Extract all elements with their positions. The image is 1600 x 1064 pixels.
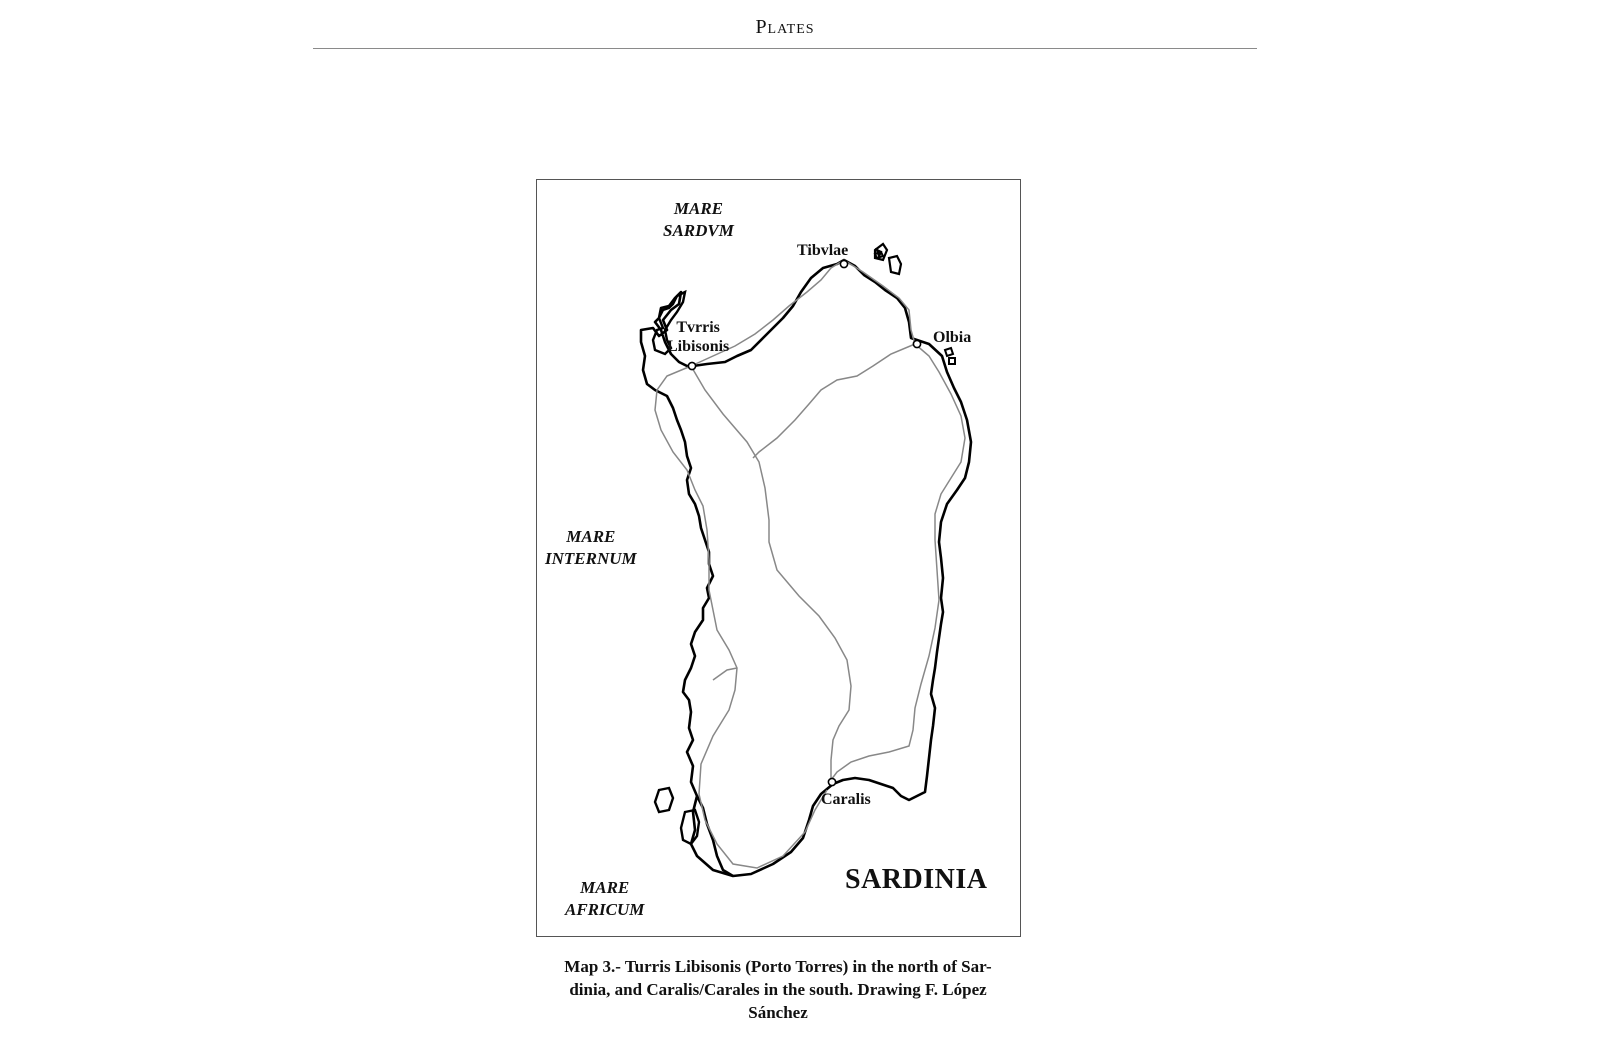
running-head: Plates	[755, 16, 815, 38]
town-label-line: Caralis	[821, 791, 871, 808]
town-label-line: Tvrris	[676, 319, 720, 336]
town-marker-olbia	[913, 340, 920, 347]
road-tibulae-olbia	[844, 260, 915, 344]
town-label-turris	[667, 318, 729, 356]
sea-label-africum	[565, 877, 644, 921]
sea-label-line: MARE	[673, 199, 723, 218]
island-tavolara	[945, 348, 953, 356]
town-label-line: Olbia	[933, 329, 972, 346]
town-label-olbia	[933, 328, 971, 347]
island-san-pietro	[655, 788, 673, 812]
town-label-line: Tibvlae	[797, 242, 849, 259]
sea-label-line: AFRICUM	[565, 900, 645, 919]
town-label-caralis	[821, 790, 871, 809]
town-marker-tibulae	[840, 260, 847, 267]
sea-label-line: MARE	[580, 878, 630, 897]
town-label-line: Libisonis	[667, 338, 730, 355]
road-east-coast	[831, 344, 965, 780]
sea-label-sardum	[663, 198, 734, 242]
sea-label-line: MARE	[566, 527, 616, 546]
sea-label-internum	[545, 526, 637, 570]
sea-label-line: SARDVM	[663, 221, 734, 240]
caption-line: Sánchez	[748, 1003, 808, 1022]
road-west-coast	[655, 366, 827, 868]
island-sant-antioco	[681, 810, 699, 844]
island-caprera	[889, 256, 901, 274]
map-frame	[536, 179, 1021, 937]
caption-line: Map 3.- Turris Libisonis (Porto Torres) in the north of Sar-	[564, 957, 992, 976]
road-west-link	[713, 668, 737, 680]
road-olbia-inland	[753, 344, 915, 458]
sea-label-line: INTERNUM	[545, 549, 637, 568]
road-central	[691, 366, 851, 780]
town-label-tibulae	[797, 241, 848, 260]
town-marker-turris	[688, 362, 695, 369]
caption-line: dinia, and Caralis/Carales in the south. Drawing F. López	[569, 980, 987, 999]
header-rule	[313, 48, 1257, 49]
map-title: SARDINIA	[845, 864, 988, 895]
island-molara	[949, 358, 955, 364]
town-marker-caralis	[828, 778, 835, 785]
figure-caption	[528, 955, 1028, 1024]
